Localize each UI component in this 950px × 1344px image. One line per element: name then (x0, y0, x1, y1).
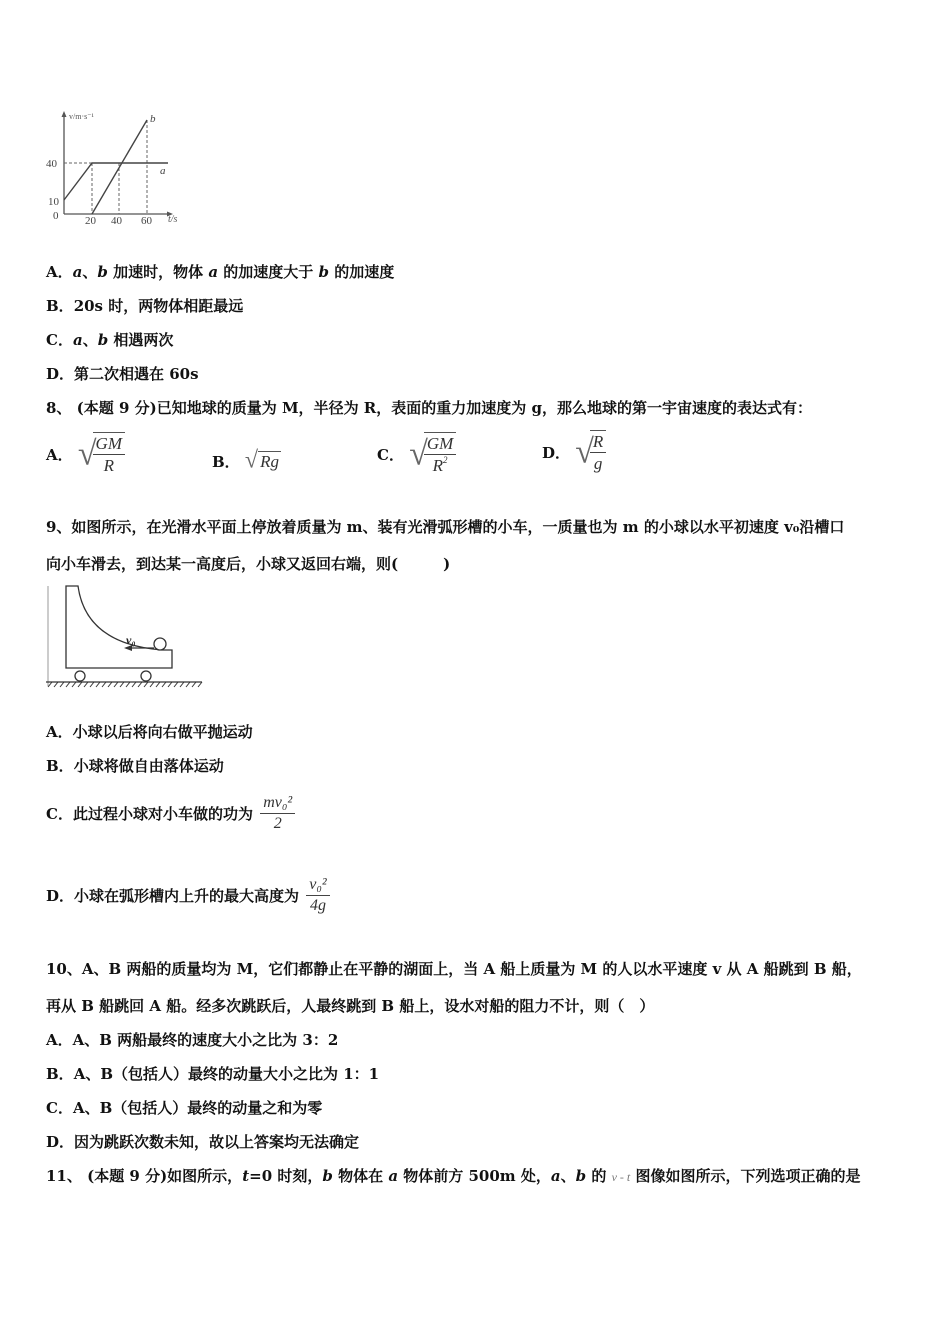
q8-option-a: A． √ $\frac{GM}{R}$ (46, 432, 125, 477)
y-tick-0: 0 (53, 210, 59, 222)
y-tick-10: 10 (48, 196, 59, 208)
x-tick-60: 60 (141, 215, 152, 227)
q9-option-a: A．小球以后将向右做平抛运动 (46, 723, 253, 741)
q7-option-b: B．20s 时，两物体相距最远 (46, 297, 244, 315)
x-tick-20: 20 (85, 215, 96, 227)
q8-option-c: C． √ $\frac{GM}{R^2}$ (377, 432, 456, 477)
q9-option-d: D．小球在弧形槽内上升的最大高度为 $\frac{\text{v₀²}}{4g}$ (46, 875, 330, 916)
q7-option-a: A．a、b 加速时，物体 a 的加速度大于 b 的加速度 (46, 263, 395, 281)
q10-option-b: B．A、B（包括人）最终的动量大小之比为 1：1 (46, 1065, 380, 1083)
cart-body (66, 586, 172, 668)
x-axis-label: t/s (168, 214, 178, 225)
line-a-label: a (160, 165, 166, 177)
q7-option-d: D．第二次相遇在 60s (46, 365, 199, 383)
q8-option-d: D． √ $\frac{R}{g}$ (542, 430, 606, 475)
cart-wheel-right (141, 671, 151, 681)
q8-option-b: B． √ Rg (212, 448, 279, 474)
v0-label: v₀ (126, 633, 136, 647)
q7-option-c: C．a、b 相遇两次 (46, 331, 174, 349)
q9-option-b: B．小球将做自由落体运动 (46, 757, 224, 775)
cart-figure (42, 582, 207, 690)
x-tick-40: 40 (111, 215, 122, 227)
q10-stem-line1: 10、A、B 两船的质量均为 M，它们都静止在平静的湖面上，当 A 船上质量为 M 的人以水平速度 v 从 A 船跳到 B 船， (46, 960, 862, 978)
ball (154, 638, 166, 650)
q11-stem: 11、 (本题 9 分)如图所示，t=0 时刻，b 物体在 a 物体前方 500m 处，a、b 的 v - t 图像如图所示，下列选项正确的是 (46, 1167, 861, 1185)
line-a (64, 163, 168, 200)
q10-option-a: A．A、B 两船最终的速度大小之比为 3：2 (46, 1031, 339, 1049)
q10-option-c: C．A、B（包括人）最终的动量之和为零 (46, 1099, 323, 1117)
q8-stem: 8、 (本题 9 分)已知地球的质量为 M，半径为 R，表面的重力加速度为 g，那么地球的第一宇宙速度的表达式有： (46, 399, 812, 417)
q9-stem-line2: 向小车滑去，到达某一高度后，小球又返回右端，则( ) (46, 555, 451, 573)
q10-option-d: D．因为跳跃次数未知，故以上答案均无法确定 (46, 1133, 360, 1151)
q10-stem-line2: 再从 B 船跳回 A 船。经多次跳跃后，人最终跳到 B 船上，设水对船的阻力不计，则（ ） (46, 997, 655, 1015)
cart-wheel-left (75, 671, 85, 681)
q9-stem-line1: 9、如图所示，在光滑水平面上停放着质量为 m、装有光滑弧形槽的小车，一质量也为 m 的小球以水平初速度 v₀沿槽口 (46, 518, 845, 536)
line-b-label: b (150, 113, 156, 125)
y-tick-40: 40 (46, 158, 57, 170)
velocity-time-graph (40, 108, 190, 230)
y-axis-label: v/m·s⁻¹ (69, 112, 94, 121)
q9-option-c: C．此过程小球对小车做的功为 $\frac{\text{mv₀²}}{2}$ (46, 793, 295, 834)
